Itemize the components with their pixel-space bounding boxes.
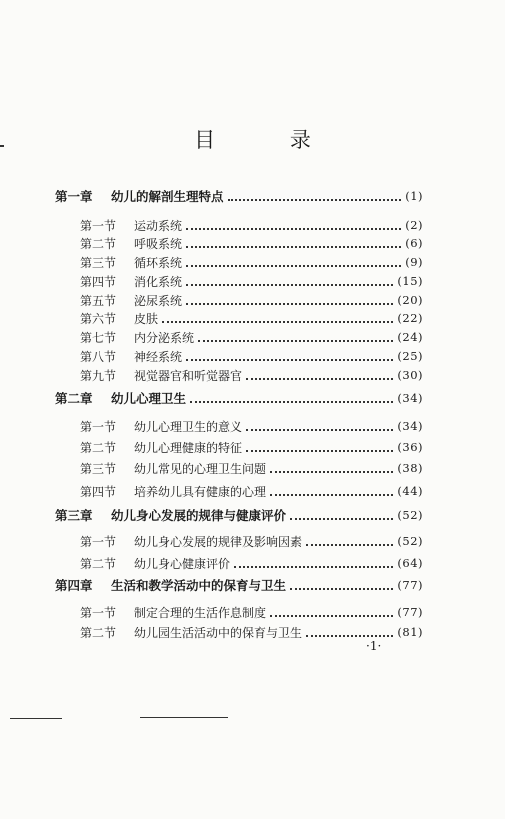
toc-section (0, 365, 505, 385)
toc-leader (198, 340, 393, 342)
toc-leader (186, 246, 401, 248)
toc-leader (186, 284, 393, 286)
toc-leader (246, 378, 393, 380)
scan-mark (10, 718, 62, 719)
toc-section (0, 481, 505, 501)
toc-name: 幼儿心理卫生 (111, 391, 187, 406)
toc-chapter (0, 575, 505, 595)
toc-label: 第四节 (80, 274, 117, 289)
toc-label: 第一节 (80, 534, 117, 549)
toc-name: 幼儿心理卫生的意义 (134, 419, 243, 434)
toc-section (0, 271, 505, 291)
toc-label: 第一节 (80, 605, 117, 620)
toc-leader (186, 265, 401, 267)
toc-label: 第一节 (80, 218, 117, 233)
toc-label: 第二节 (80, 625, 117, 640)
toc-page: (77) (397, 578, 423, 592)
toc-chapter (0, 505, 505, 525)
toc-leader (190, 401, 393, 403)
toc-section (0, 346, 505, 366)
toc-label: 第一节 (80, 419, 117, 434)
toc-name: 神经系统 (134, 349, 183, 364)
toc-page: (6) (405, 236, 423, 250)
toc-name: 幼儿常见的心理卫生问题 (134, 461, 267, 476)
toc-leader (270, 494, 393, 496)
toc-section (0, 215, 505, 235)
toc-label: 第九节 (80, 368, 117, 383)
toc-name: 幼儿身心发展的规律及影响因素 (134, 534, 303, 549)
toc-label: 第三章 (55, 508, 93, 523)
toc-label: 第四节 (80, 484, 117, 499)
toc-name: 培养幼儿具有健康的心理 (134, 484, 267, 499)
toc-name: 幼儿身心健康评价 (134, 556, 231, 571)
toc-section (0, 252, 505, 272)
toc-leader (186, 303, 393, 305)
toc-page: (77) (397, 605, 423, 619)
toc-label: 第六节 (80, 311, 117, 326)
toc-section (0, 458, 505, 478)
toc-page: (52) (397, 534, 423, 548)
toc-page: (15) (397, 274, 423, 288)
toc-page: (34) (397, 391, 423, 405)
toc-label: 第八节 (80, 349, 117, 364)
toc-leader (270, 471, 393, 473)
toc-name: 泌尿系统 (134, 293, 183, 308)
toc-leader (306, 635, 393, 637)
toc-label: 第二节 (80, 440, 117, 455)
toc-page: (44) (397, 484, 423, 498)
toc-leader (246, 429, 393, 431)
toc-section (0, 622, 505, 642)
toc-name: 制定合理的生活作息制度 (134, 605, 267, 620)
toc-name: 运动系统 (134, 218, 183, 233)
scan-mark (140, 717, 228, 718)
toc-name: 消化系统 (134, 274, 183, 289)
toc-section (0, 416, 505, 436)
toc-page: (24) (397, 330, 423, 344)
toc-leader (306, 544, 393, 546)
toc-page: (38) (397, 461, 423, 475)
toc-name: 皮肤 (134, 311, 159, 326)
toc-chapter (0, 186, 505, 206)
toc-label: 第四章 (55, 578, 93, 593)
toc-leader (290, 588, 393, 590)
toc-name: 幼儿园生活活动中的保育与卫生 (134, 625, 303, 640)
toc-label: 第七节 (80, 330, 117, 345)
toc-page: (30) (397, 368, 423, 382)
toc-section (0, 233, 505, 253)
toc-leader (162, 321, 393, 323)
toc-page: (64) (397, 556, 423, 570)
page-title: 目 录 (194, 128, 345, 152)
toc-name: 呼吸系统 (134, 236, 183, 251)
toc-page: (81) (397, 625, 423, 639)
toc-name: 幼儿身心发展的规律与健康评价 (111, 508, 287, 523)
page-number: ·1· (366, 639, 382, 653)
toc-name: 生活和教学活动中的保育与卫生 (111, 578, 287, 593)
toc-section (0, 553, 505, 573)
toc-label: 第二节 (80, 556, 117, 571)
toc-page: (22) (397, 311, 423, 325)
toc-leader (186, 228, 401, 230)
toc-page: (2) (405, 218, 423, 232)
toc-leader (186, 359, 393, 361)
toc-page: (20) (397, 293, 423, 307)
toc-label: 第三节 (80, 255, 117, 270)
toc-name: 循环系统 (134, 255, 183, 270)
toc-page: (9) (405, 255, 423, 269)
toc-name: 视觉器官和听觉器官 (134, 368, 243, 383)
toc-label: 第二节 (80, 236, 117, 251)
toc-section (0, 308, 505, 328)
toc-leader (246, 450, 393, 452)
toc-leader (290, 518, 393, 520)
toc-leader (228, 199, 402, 201)
toc-leader (270, 615, 393, 617)
toc-chapter (0, 388, 505, 408)
toc-label: 第二章 (55, 391, 93, 406)
toc-page: (25) (397, 349, 423, 363)
toc-section (0, 327, 505, 347)
toc-name: 幼儿心理健康的特征 (134, 440, 243, 455)
toc-leader (234, 566, 393, 568)
toc-section (0, 437, 505, 457)
toc-page: (34) (397, 419, 423, 433)
toc-section (0, 602, 505, 622)
toc-name: 内分泌系统 (134, 330, 195, 345)
toc-name: 幼儿的解剖生理特点 (111, 189, 224, 204)
toc-label: 第一章 (55, 189, 93, 204)
toc-label: 第五节 (80, 293, 117, 308)
scan-mark (0, 145, 4, 147)
toc-label: 第三节 (80, 461, 117, 476)
toc-page: (36) (397, 440, 423, 454)
toc-section (0, 290, 505, 310)
toc-page: (1) (405, 189, 423, 203)
toc-page: (52) (397, 508, 423, 522)
toc-section (0, 531, 505, 551)
